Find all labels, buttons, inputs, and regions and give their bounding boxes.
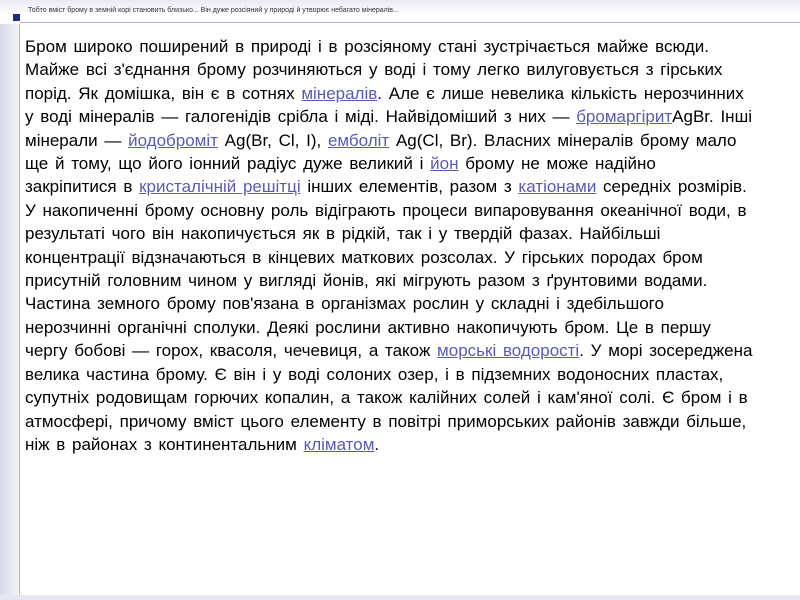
- body-text: Ag(Cl, Br). Власних мінералів брому мало ще й тому, що його іонний радіус дуже великий і: [25, 130, 737, 174]
- slide-header-text: Тобто вміст брому в земній корі становить близько... Він дуже розсіяний у природі й утворює небагато мінералів...: [28, 7, 399, 14]
- slide-body: [25, 35, 753, 456]
- body-text: Ag(Br, Cl, I),: [217, 130, 328, 150]
- link-seaweed[interactable]: морські водорості: [437, 341, 580, 361]
- body-text: Бром широко поширений в природі і в розсіяному стані зустрічається майже всюди. Майже всі з'єднання брому розчиняються у воді і тому легко вилуговується з гірських порід. Як домішка, він є в сотнях: [25, 37, 723, 103]
- link-cations[interactable]: катіонами: [518, 177, 597, 197]
- body-text: брому не може надійно закріпитися в: [25, 154, 656, 197]
- link-climate[interactable]: кліматом: [303, 434, 375, 454]
- link-minerals[interactable]: мінералів: [301, 83, 378, 103]
- slide-bottom-bar: [0, 595, 800, 600]
- slide-left-bar: [0, 0, 20, 600]
- body-text: .: [374, 434, 380, 454]
- slide-corner-square-icon: [13, 14, 20, 21]
- link-crystal-lattice[interactable]: кристалічній решітці: [139, 177, 301, 197]
- body-text: середніх розмірів. У накопиченні брому основну роль відіграють процеси випаровування океанічної води, в результаті чого він накопичується як в рідкій, так і у твердій фазах. Найбільші концентрації відзначаються в кінцевих маткових розсолах. У гірських породах бром присутній головним чином у вигляді йонів, які мігрують разом з ґрунтовими водами. Частина земного брому пов'язана в організмах рослин у складні і здебільшого нерозчинні органічні сполуки. Деякі рослини активно накопичують бром. Це в першу чергу бобові — горох, квасоля, чечевиця, а також: [25, 177, 747, 361]
- body-paragraph: [25, 35, 753, 456]
- link-ion[interactable]: йон: [430, 154, 459, 174]
- body-text: інших елементів, разом з: [300, 177, 519, 197]
- link-iodobromite[interactable]: йодоброміт: [128, 130, 218, 150]
- slide-top-border-line: [20, 22, 800, 23]
- link-embolite[interactable]: емболіт: [327, 130, 390, 150]
- body-text: AgBr. Інші мінерали —: [25, 107, 752, 150]
- body-text: . У морі зосереджена велика частина брому. Є він і у воді солоних озер, і в підземних водоносних пластах, супутніх родовищам горючих копалин, а також калійних солей і кам'яної солі. Є бром і в атмосфері, причому вміст цього елементу в повітрі приморських районів завжди більше, ніж в районах з континентальним: [25, 341, 753, 454]
- body-text: . Але є лише невелика кількість нерозчинних у воді мінералів — галогенідів срібла і міді. Найвідоміший з них —: [25, 83, 744, 127]
- link-bromargyrite[interactable]: бромаргірит: [576, 107, 673, 127]
- slide-left-border-line: [19, 22, 20, 600]
